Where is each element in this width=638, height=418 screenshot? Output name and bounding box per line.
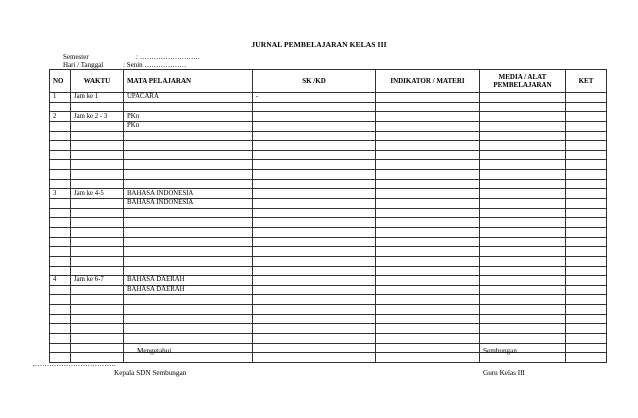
cell-indikator — [376, 141, 480, 151]
cell-waktu — [71, 314, 124, 324]
cell-waktu — [71, 199, 124, 209]
cell-indikator — [376, 121, 480, 131]
cell-ket — [566, 256, 607, 266]
cell-waktu — [71, 150, 124, 160]
cell-ket — [566, 305, 607, 315]
cell-sk-kd — [253, 353, 376, 363]
cell-mata-pelajaran — [124, 179, 253, 189]
cell-waktu — [71, 179, 124, 189]
table-row — [50, 112, 607, 122]
cell-indikator — [376, 131, 480, 141]
cell-sk-kd — [253, 170, 376, 180]
cell-no — [50, 295, 71, 305]
cell-indikator — [376, 208, 480, 218]
cell-no: 3 — [50, 189, 71, 199]
cell-ket — [566, 237, 607, 247]
cell-ket — [566, 276, 607, 286]
table-header-row — [50, 70, 607, 93]
table-row — [50, 295, 607, 305]
semester-value: : …………………….. — [136, 53, 200, 61]
table-row — [50, 353, 607, 363]
cell-media — [480, 160, 566, 170]
cell-ket — [566, 343, 607, 353]
cell-ket — [566, 179, 607, 189]
cell-indikator — [376, 199, 480, 209]
cell-sk-kd — [253, 179, 376, 189]
table-row — [50, 141, 607, 151]
cell-waktu — [71, 170, 124, 180]
cell-sk-kd — [253, 121, 376, 131]
journal-table — [49, 69, 607, 363]
cell-ket — [566, 247, 607, 257]
cell-indikator — [376, 314, 480, 324]
cell-no — [50, 179, 71, 189]
cell-mata-pelajaran: PKn — [124, 112, 253, 122]
cell-no — [50, 227, 71, 237]
cell-indikator — [376, 353, 480, 363]
cell-waktu — [71, 305, 124, 315]
cell-sk-kd — [253, 112, 376, 122]
cell-waktu — [71, 227, 124, 237]
cell-no — [50, 102, 71, 112]
cell-no — [50, 141, 71, 151]
table-row — [50, 343, 607, 353]
cell-mata-pelajaran — [124, 102, 253, 112]
cell-mata-pelajaran: BAHASA DAERAH — [124, 285, 253, 295]
cell-waktu — [71, 256, 124, 266]
cell-indikator — [376, 218, 480, 228]
cell-waktu — [71, 218, 124, 228]
cell-ket — [566, 102, 607, 112]
cell-ket — [566, 160, 607, 170]
table-row — [50, 199, 607, 209]
cell-media — [480, 121, 566, 131]
cell-media — [480, 256, 566, 266]
cell-no: 2 — [50, 112, 71, 122]
cell-waktu — [71, 141, 124, 151]
cell-waktu: Jam ke 6-7 — [71, 276, 124, 286]
cell-mata-pelajaran — [124, 160, 253, 170]
place-label: Sembungan — [483, 347, 517, 355]
cell-ket — [566, 218, 607, 228]
cell-indikator — [376, 305, 480, 315]
cell-mata-pelajaran — [124, 314, 253, 324]
cell-ket — [566, 314, 607, 324]
cell-mata-pelajaran — [124, 256, 253, 266]
cell-mata-pelajaran — [124, 218, 253, 228]
cell-no — [50, 285, 71, 295]
cell-mata-pelajaran: PKn — [124, 121, 253, 131]
cell-mata-pelajaran — [124, 150, 253, 160]
cell-ket — [566, 285, 607, 295]
cell-media — [480, 334, 566, 344]
cell-no — [50, 305, 71, 315]
cell-media — [480, 295, 566, 305]
cell-no — [50, 256, 71, 266]
cell-mata-pelajaran — [124, 334, 253, 344]
cell-indikator — [376, 93, 480, 103]
mengetahui-label: Mengetahui — [137, 347, 172, 355]
cell-sk-kd — [253, 266, 376, 276]
cell-indikator — [376, 227, 480, 237]
cell-waktu — [71, 334, 124, 344]
cell-no: 4 — [50, 276, 71, 286]
cell-sk-kd — [253, 189, 376, 199]
cell-media — [480, 93, 566, 103]
cell-waktu: Jam ke 4-5 — [71, 189, 124, 199]
cell-indikator — [376, 334, 480, 344]
cell-ket — [566, 266, 607, 276]
cell-no — [50, 150, 71, 160]
table-row — [50, 179, 607, 189]
cell-media — [480, 189, 566, 199]
cell-mata-pelajaran — [124, 141, 253, 151]
cell-media — [480, 208, 566, 218]
cell-no — [50, 266, 71, 276]
cell-indikator — [376, 102, 480, 112]
cell-no — [50, 121, 71, 131]
table-row — [50, 276, 607, 286]
cell-no — [50, 324, 71, 334]
cell-sk-kd — [253, 102, 376, 112]
cell-waktu — [71, 102, 124, 112]
cell-no — [50, 199, 71, 209]
cell-sk-kd — [253, 276, 376, 286]
table-row — [50, 334, 607, 344]
principal-title: Kepala SDN Sembungan — [114, 369, 187, 377]
cell-waktu — [71, 266, 124, 276]
cell-indikator — [376, 237, 480, 247]
cell-waktu — [71, 160, 124, 170]
cell-mata-pelajaran — [124, 131, 253, 141]
cell-ket — [566, 141, 607, 151]
cell-sk-kd — [253, 295, 376, 305]
cell-ket — [566, 170, 607, 180]
cell-media — [480, 227, 566, 237]
cell-media — [480, 150, 566, 160]
cell-indikator — [376, 256, 480, 266]
semester-label: Semester — [63, 53, 89, 61]
cell-mata-pelajaran — [124, 237, 253, 247]
cell-waktu — [71, 343, 124, 353]
cell-no: 1 — [50, 93, 71, 103]
cell-mata-pelajaran — [124, 305, 253, 315]
cell-media — [480, 199, 566, 209]
cell-media — [480, 285, 566, 295]
cell-sk-kd — [253, 256, 376, 266]
table-row — [50, 285, 607, 295]
cell-waktu: Jam ke 2 - 3 — [71, 112, 124, 122]
cell-sk-kd — [253, 141, 376, 151]
cell-mata-pelajaran: BAHASA DAERAH — [124, 276, 253, 286]
cell-sk-kd — [253, 285, 376, 295]
cell-sk-kd — [253, 334, 376, 344]
cell-sk-kd — [253, 150, 376, 160]
cell-media — [480, 179, 566, 189]
col-header-sk-kd: SK /KD — [253, 70, 376, 93]
cell-indikator — [376, 112, 480, 122]
cell-sk-kd — [253, 305, 376, 315]
cell-mata-pelajaran — [124, 227, 253, 237]
teacher-title: Guru Kelas III — [483, 369, 525, 377]
cell-ket — [566, 150, 607, 160]
cell-sk-kd — [253, 314, 376, 324]
cell-waktu — [71, 247, 124, 257]
table-row — [50, 256, 607, 266]
cell-indikator — [376, 170, 480, 180]
cell-ket — [566, 324, 607, 334]
cell-sk-kd — [253, 343, 376, 353]
cell-no — [50, 208, 71, 218]
cell-mata-pelajaran — [124, 266, 253, 276]
cell-ket — [566, 189, 607, 199]
cell-mata-pelajaran — [124, 247, 253, 257]
table-row — [50, 227, 607, 237]
cell-media — [480, 102, 566, 112]
cell-no — [50, 237, 71, 247]
cell-indikator — [376, 343, 480, 353]
cell-media — [480, 141, 566, 151]
cell-mata-pelajaran: BAHASA INDONESIA — [124, 189, 253, 199]
cell-waktu: Jam ke 1 — [71, 93, 124, 103]
table-row — [50, 150, 607, 160]
cell-mata-pelajaran — [124, 324, 253, 334]
cell-mata-pelajaran: UPACARA — [124, 93, 253, 103]
table-row — [50, 218, 607, 228]
cell-ket — [566, 334, 607, 344]
table-row — [50, 102, 607, 112]
cell-sk-kd — [253, 208, 376, 218]
signature-line: ,……………………………. — [33, 360, 116, 368]
cell-mata-pelajaran — [124, 295, 253, 305]
cell-waktu — [71, 237, 124, 247]
cell-ket — [566, 112, 607, 122]
cell-waktu — [71, 208, 124, 218]
cell-indikator — [376, 276, 480, 286]
cell-no — [50, 314, 71, 324]
cell-waktu — [71, 285, 124, 295]
cell-media — [480, 131, 566, 141]
cell-waktu — [71, 121, 124, 131]
cell-sk-kd — [253, 218, 376, 228]
cell-waktu — [71, 131, 124, 141]
table-row — [50, 93, 607, 103]
cell-ket — [566, 199, 607, 209]
cell-media — [480, 237, 566, 247]
cell-mata-pelajaran — [124, 170, 253, 180]
table-row — [50, 237, 607, 247]
cell-indikator — [376, 160, 480, 170]
cell-no — [50, 247, 71, 257]
cell-indikator — [376, 285, 480, 295]
cell-no — [50, 334, 71, 344]
cell-no — [50, 160, 71, 170]
cell-sk-kd — [253, 227, 376, 237]
date-value: : Senin ……………… — [123, 61, 187, 69]
cell-sk-kd — [253, 237, 376, 247]
cell-ket — [566, 227, 607, 237]
table-row — [50, 170, 607, 180]
cell-sk-kd — [253, 131, 376, 141]
cell-media — [480, 266, 566, 276]
cell-sk-kd: - — [253, 93, 376, 103]
cell-no — [50, 343, 71, 353]
col-header-no: NO — [50, 70, 71, 93]
col-header-waktu: WAKTU — [71, 70, 124, 93]
col-header-mata-pelajaran: MATA PELAJARAN — [124, 70, 253, 93]
cell-media — [480, 324, 566, 334]
cell-ket — [566, 353, 607, 363]
cell-media — [480, 247, 566, 257]
cell-indikator — [376, 179, 480, 189]
cell-ket — [566, 208, 607, 218]
cell-media — [480, 305, 566, 315]
cell-indikator — [376, 150, 480, 160]
cell-media — [480, 170, 566, 180]
cell-indikator — [376, 189, 480, 199]
cell-indikator — [376, 247, 480, 257]
page-title: JURNAL PEMBELAJARAN KELAS III — [251, 40, 387, 49]
table-row — [50, 314, 607, 324]
cell-sk-kd — [253, 324, 376, 334]
cell-ket — [566, 295, 607, 305]
table-row — [50, 189, 607, 199]
cell-sk-kd — [253, 199, 376, 209]
col-header-indikator: INDIKATOR / MATERI — [376, 70, 480, 93]
cell-mata-pelajaran — [124, 208, 253, 218]
cell-no — [50, 131, 71, 141]
cell-no — [50, 170, 71, 180]
cell-ket — [566, 93, 607, 103]
table-row — [50, 121, 607, 131]
cell-mata-pelajaran: BAHASA INDONESIA — [124, 199, 253, 209]
cell-sk-kd — [253, 247, 376, 257]
cell-indikator — [376, 324, 480, 334]
cell-no — [50, 218, 71, 228]
col-header-ket: KET — [566, 70, 607, 93]
cell-media — [480, 112, 566, 122]
cell-media — [480, 218, 566, 228]
cell-indikator — [376, 266, 480, 276]
cell-indikator — [376, 295, 480, 305]
table-row — [50, 160, 607, 170]
table-row — [50, 208, 607, 218]
cell-ket — [566, 131, 607, 141]
cell-ket — [566, 121, 607, 131]
cell-media — [480, 276, 566, 286]
table-row — [50, 247, 607, 257]
col-header-media: MEDIA / ALAT PEMBELAJARAN — [480, 70, 566, 93]
date-label: Hari / Tanggal — [63, 61, 104, 69]
table-row — [50, 324, 607, 334]
table-row — [50, 266, 607, 276]
cell-sk-kd — [253, 160, 376, 170]
table-row — [50, 305, 607, 315]
cell-waktu — [71, 295, 124, 305]
table-row — [50, 131, 607, 141]
cell-media — [480, 314, 566, 324]
table-body — [50, 93, 607, 363]
cell-waktu — [71, 324, 124, 334]
